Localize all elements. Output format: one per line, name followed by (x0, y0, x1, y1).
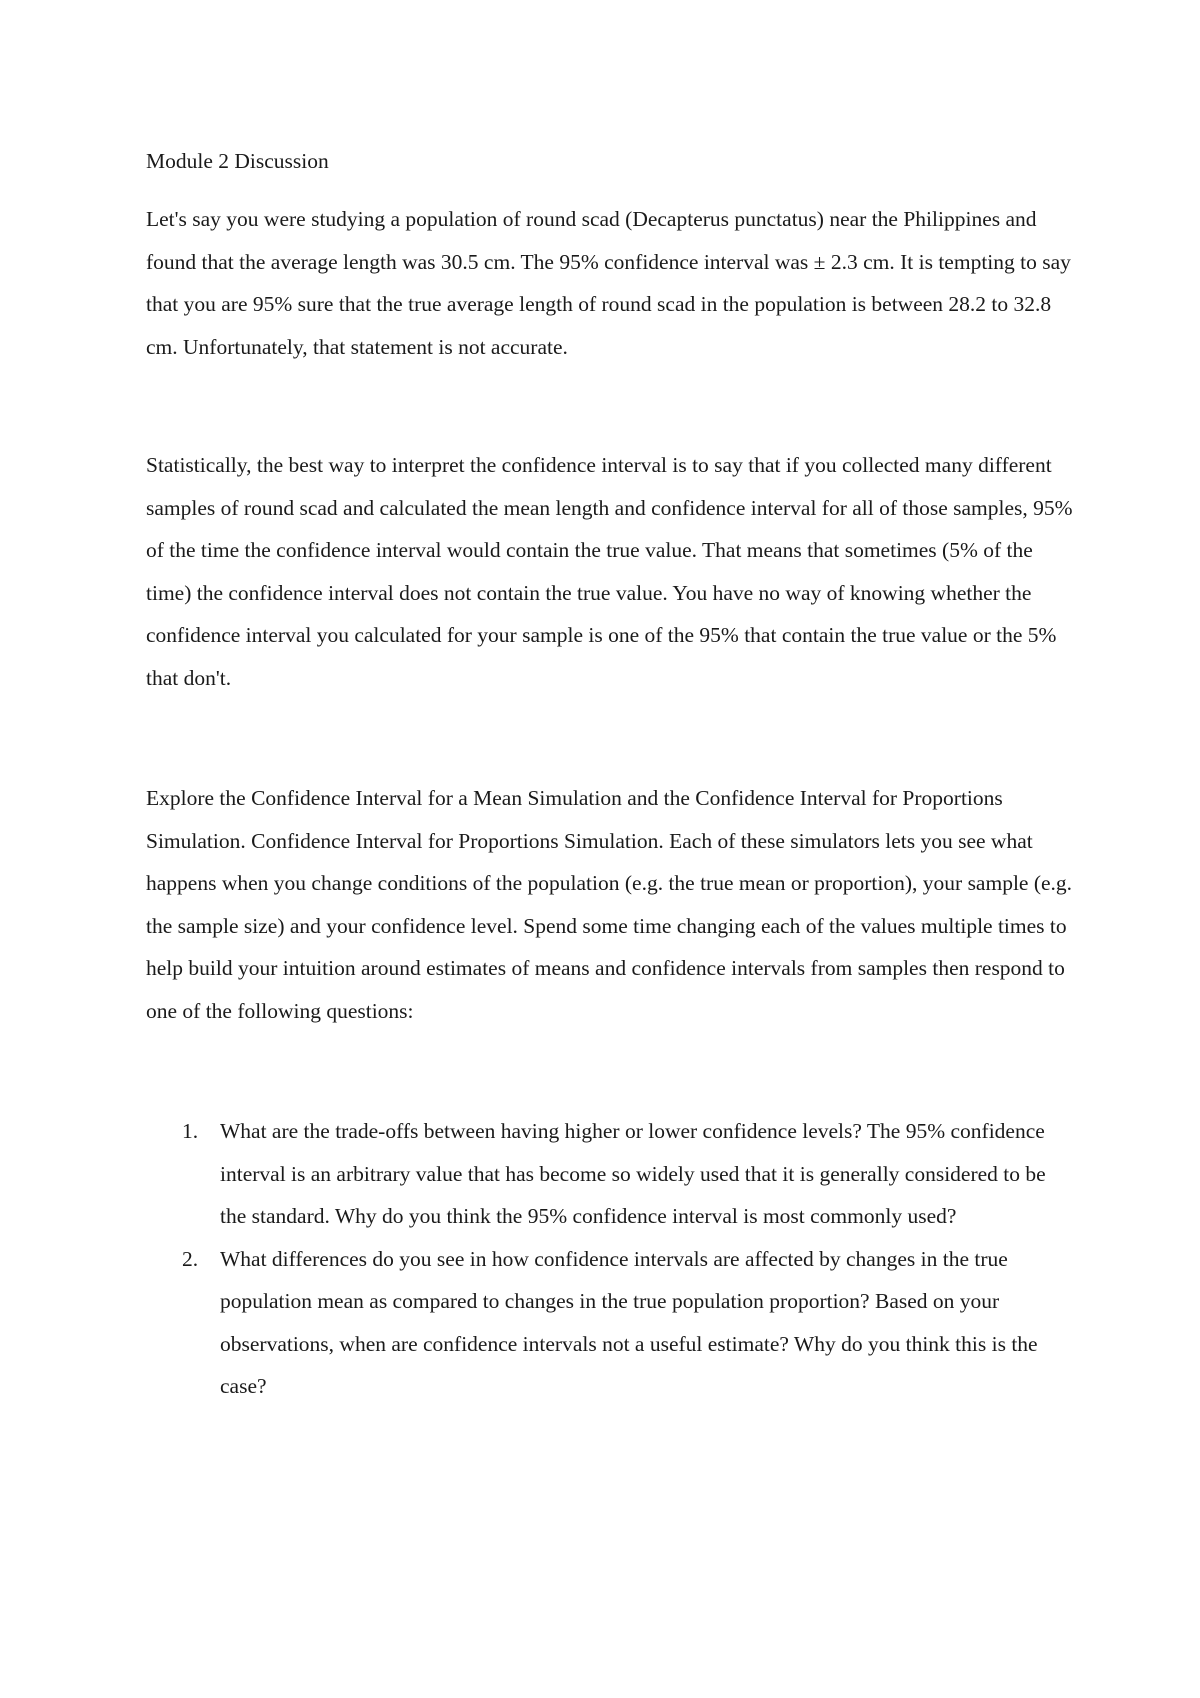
paragraph-interpretation: Statistically, the best way to interpret the confidence interval is to say that if you collected many different samples of round scad and calculated the mean length and confidence interval for all of those samples, 95% of the time the confidence interval would contain the true value. That means that sometimes (5% of the time) the confidence interval does not contain the true value. You have no way of knowing whether the confidence interval you calculated for your sample is one of the 95% that contain the true value or the 5% that don't. (146, 453, 1073, 690)
paragraph-spacer (146, 368, 1076, 444)
document-page (146, 140, 1076, 1408)
question-item (146, 1238, 1076, 1408)
question-number: 1. (182, 1119, 199, 1143)
questions-list (146, 1110, 1076, 1408)
question-item (146, 1110, 1076, 1238)
paragraph-simulation-instructions: Explore the Confidence Interval for a Mean Simulation and the Confidence Interval for Proportions Simulation. Confidence Interval for Proportions Simulation. Each of these simulators lets you see what happens when you change conditions of the population (e.g. the true mean or proportion), your sample (e.g. the sample size) and your confidence level. Spend some time changing each of the values multiple times to help build your intuition around estimates of means and confidence intervals from samples then respond to one of the following questions: (146, 786, 1073, 1023)
document-title: Module 2 Discussion (146, 149, 329, 173)
question-text: What are the trade-offs between having higher or lower confidence levels? The 95% confidence interval is an arbitrary value that has become so widely used that it is generally considered to be the standard. Why do you think the 95% confidence interval is most commonly used? (220, 1119, 1046, 1228)
paragraph-round-scad-example: Let's say you were studying a population of round scad (Decapterus punctatus) near the Philippines and found that the average length was 30.5 cm. The 95% confidence interval was ± 2.3 cm. It is tempting to say that you are 95% sure that the true average length of round scad in the population is between 28.2 to 32.8 cm. Unfortunately, that statement is not accurate. (146, 207, 1071, 359)
question-number: 2. (182, 1246, 199, 1271)
question-text: What differences do you see in how confidence intervals are affected by changes in the true population mean as compared to changes in the true population proportion? Based on your observations, when are confidence intervals not a useful estimate? Why do you think this is the case? (220, 1246, 1038, 1398)
paragraph-spacer (146, 1032, 1076, 1110)
paragraph-spacer (146, 699, 1076, 777)
